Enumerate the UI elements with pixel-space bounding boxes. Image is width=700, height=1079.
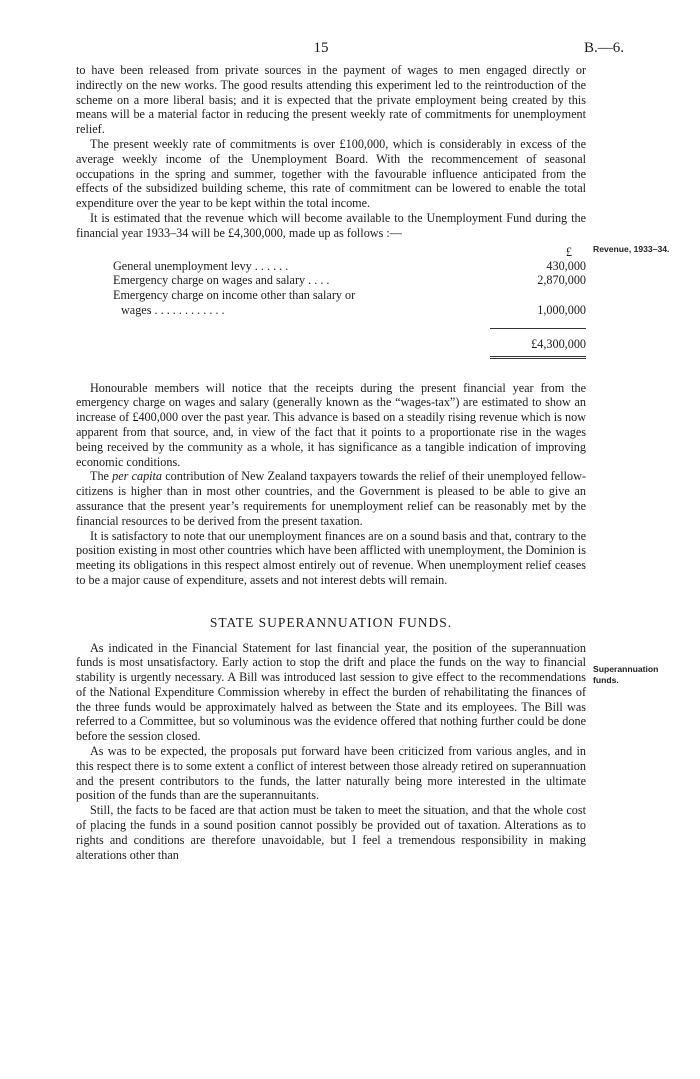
paragraph: As indicated in the Financial Statement for last financial year, the position of the superannuation funds is most unsatisfactory. Early action to stop the drift and place the funds on the way to financial stability is urgently necessary. A Bill was introduced last session to give effect to the recommendations of the National Expenditure Commission whereby in effect the burden of rehabilitating the finances of the three funds would be approximately halved as between the State and its employees. The Bill was referred to a Committee, but so voluminous was the evidence offered that nothing further could be done before the session closed. (76, 640, 586, 744)
revenue-amount: 1,000,000 (537, 302, 586, 317)
revenue-label: wages . . . . . . . . . . . . (121, 302, 225, 317)
revenue-total-row (113, 328, 586, 352)
revenue-label: Emergency charge on wages and salary . . . . (113, 273, 330, 288)
margin-note-line: Superannuation (593, 664, 659, 674)
paragraph: The present weekly rate of commitments is over £100,000, which is considerably in excess of the average weekly income of the Unemployment Board. With the recommencement of seasonal occupations in the spring and summer, together with the favourable influence anticipated from the effects of the subsidized building scheme, this rate of commitment can be lowered to enable the total expenditure over the year to be kept within the total income. (76, 136, 586, 211)
paragraph-text: The (90, 469, 109, 484)
paragraph: As was to be expected, the proposals put forward have been criticized from various angles, and in this respect there is to some extent a conflict of interest between those already retired on superannuation and the present contributors to the funds, the latter naturally being more interested in the ultimate position of the funds than are the superannuitants. (76, 744, 586, 803)
revenue-table (113, 245, 586, 359)
paragraph: Still, the facts to be faced are that action must be taken to meet the situation, and that the whole cost of placing the funds in a sound position cannot possibly be provided out of taxation. Alterations as to rights and conditions are therefore unavoidable, but I feel a tremendous responsibility in making alterations other than (76, 803, 586, 862)
revenue-label: General unemployment levy . . . . . . (113, 258, 289, 273)
document-reference: B.—6. (584, 40, 625, 56)
revenue-row (113, 288, 586, 303)
margin-note-line: funds. (593, 675, 619, 685)
body-text (76, 63, 586, 862)
total-double-rule (490, 356, 586, 359)
paragraph: It is estimated that the revenue which will become available to the Unemployment Fund during the financial year 1933–34 will be £4,300,000, made up as follows :— (76, 210, 586, 240)
revenue-row (113, 259, 586, 274)
margin-note-revenue: Revenue, 1933–34. (593, 244, 670, 254)
revenue-amount: 2,870,000 (537, 273, 586, 288)
revenue-row (113, 273, 586, 288)
section-heading: STATE SUPERANNUATION FUNDS. (209, 614, 453, 630)
paragraph (76, 469, 586, 528)
page-number: 15 (313, 40, 329, 56)
revenue-total: £4,300,000 (490, 328, 586, 352)
margin-note-superannuation (593, 664, 658, 686)
paragraph: It is satisfactory to note that our unemployment finances are on a sound basis and that, contrary to the position existing in most other countries which have been afflicted with unemployment, the Dominion is meeting its obligations in this respect almost entirely out of revenue. When unemployment relief ceases to be a major cause of expenditure, assets and not interest debts will remain. (76, 528, 586, 587)
paragraph: to have been released from private sources in the payment of wages to men engaged directly or indirectly on the new works. The good results attending this experiment led to the reintroduction of the scheme on a more liberal basis; and it is expected that the private employment being created by this means will be a material factor in reducing the present weekly rate of commitments for unemployment relief. (76, 63, 586, 137)
revenue-amount: 430,000 (546, 258, 586, 273)
currency-unit: £ (565, 244, 572, 259)
paragraph: Honourable members will notice that the receipts during the present financial year from the emergency charge on wages and salary (generally known as the “wages-tax”) are estimated to show an increase of £400,000 over the past year. This advance is based on a steadily rising revenue which is now apparent from that source, and, in view of the fact that it points to a proportionate rise in the wages being received by the community as a whole, it has significance as a tangible indication of improving economic conditions. (76, 380, 586, 469)
revenue-label: Emergency charge on income other than salary or (113, 288, 356, 303)
paragraph-text: contribution of New Zealand taxpayers towards the relief of their unemployed fellow-citizens is higher than in most other countries, and the Government is pleased to be able to give an assurance that the present year’s requirements for unemployment relief can be reasonably met by the financial resources to be derived from the present taxation. (76, 469, 587, 528)
revenue-row (113, 303, 586, 318)
italic-phrase: per capita (112, 469, 163, 484)
